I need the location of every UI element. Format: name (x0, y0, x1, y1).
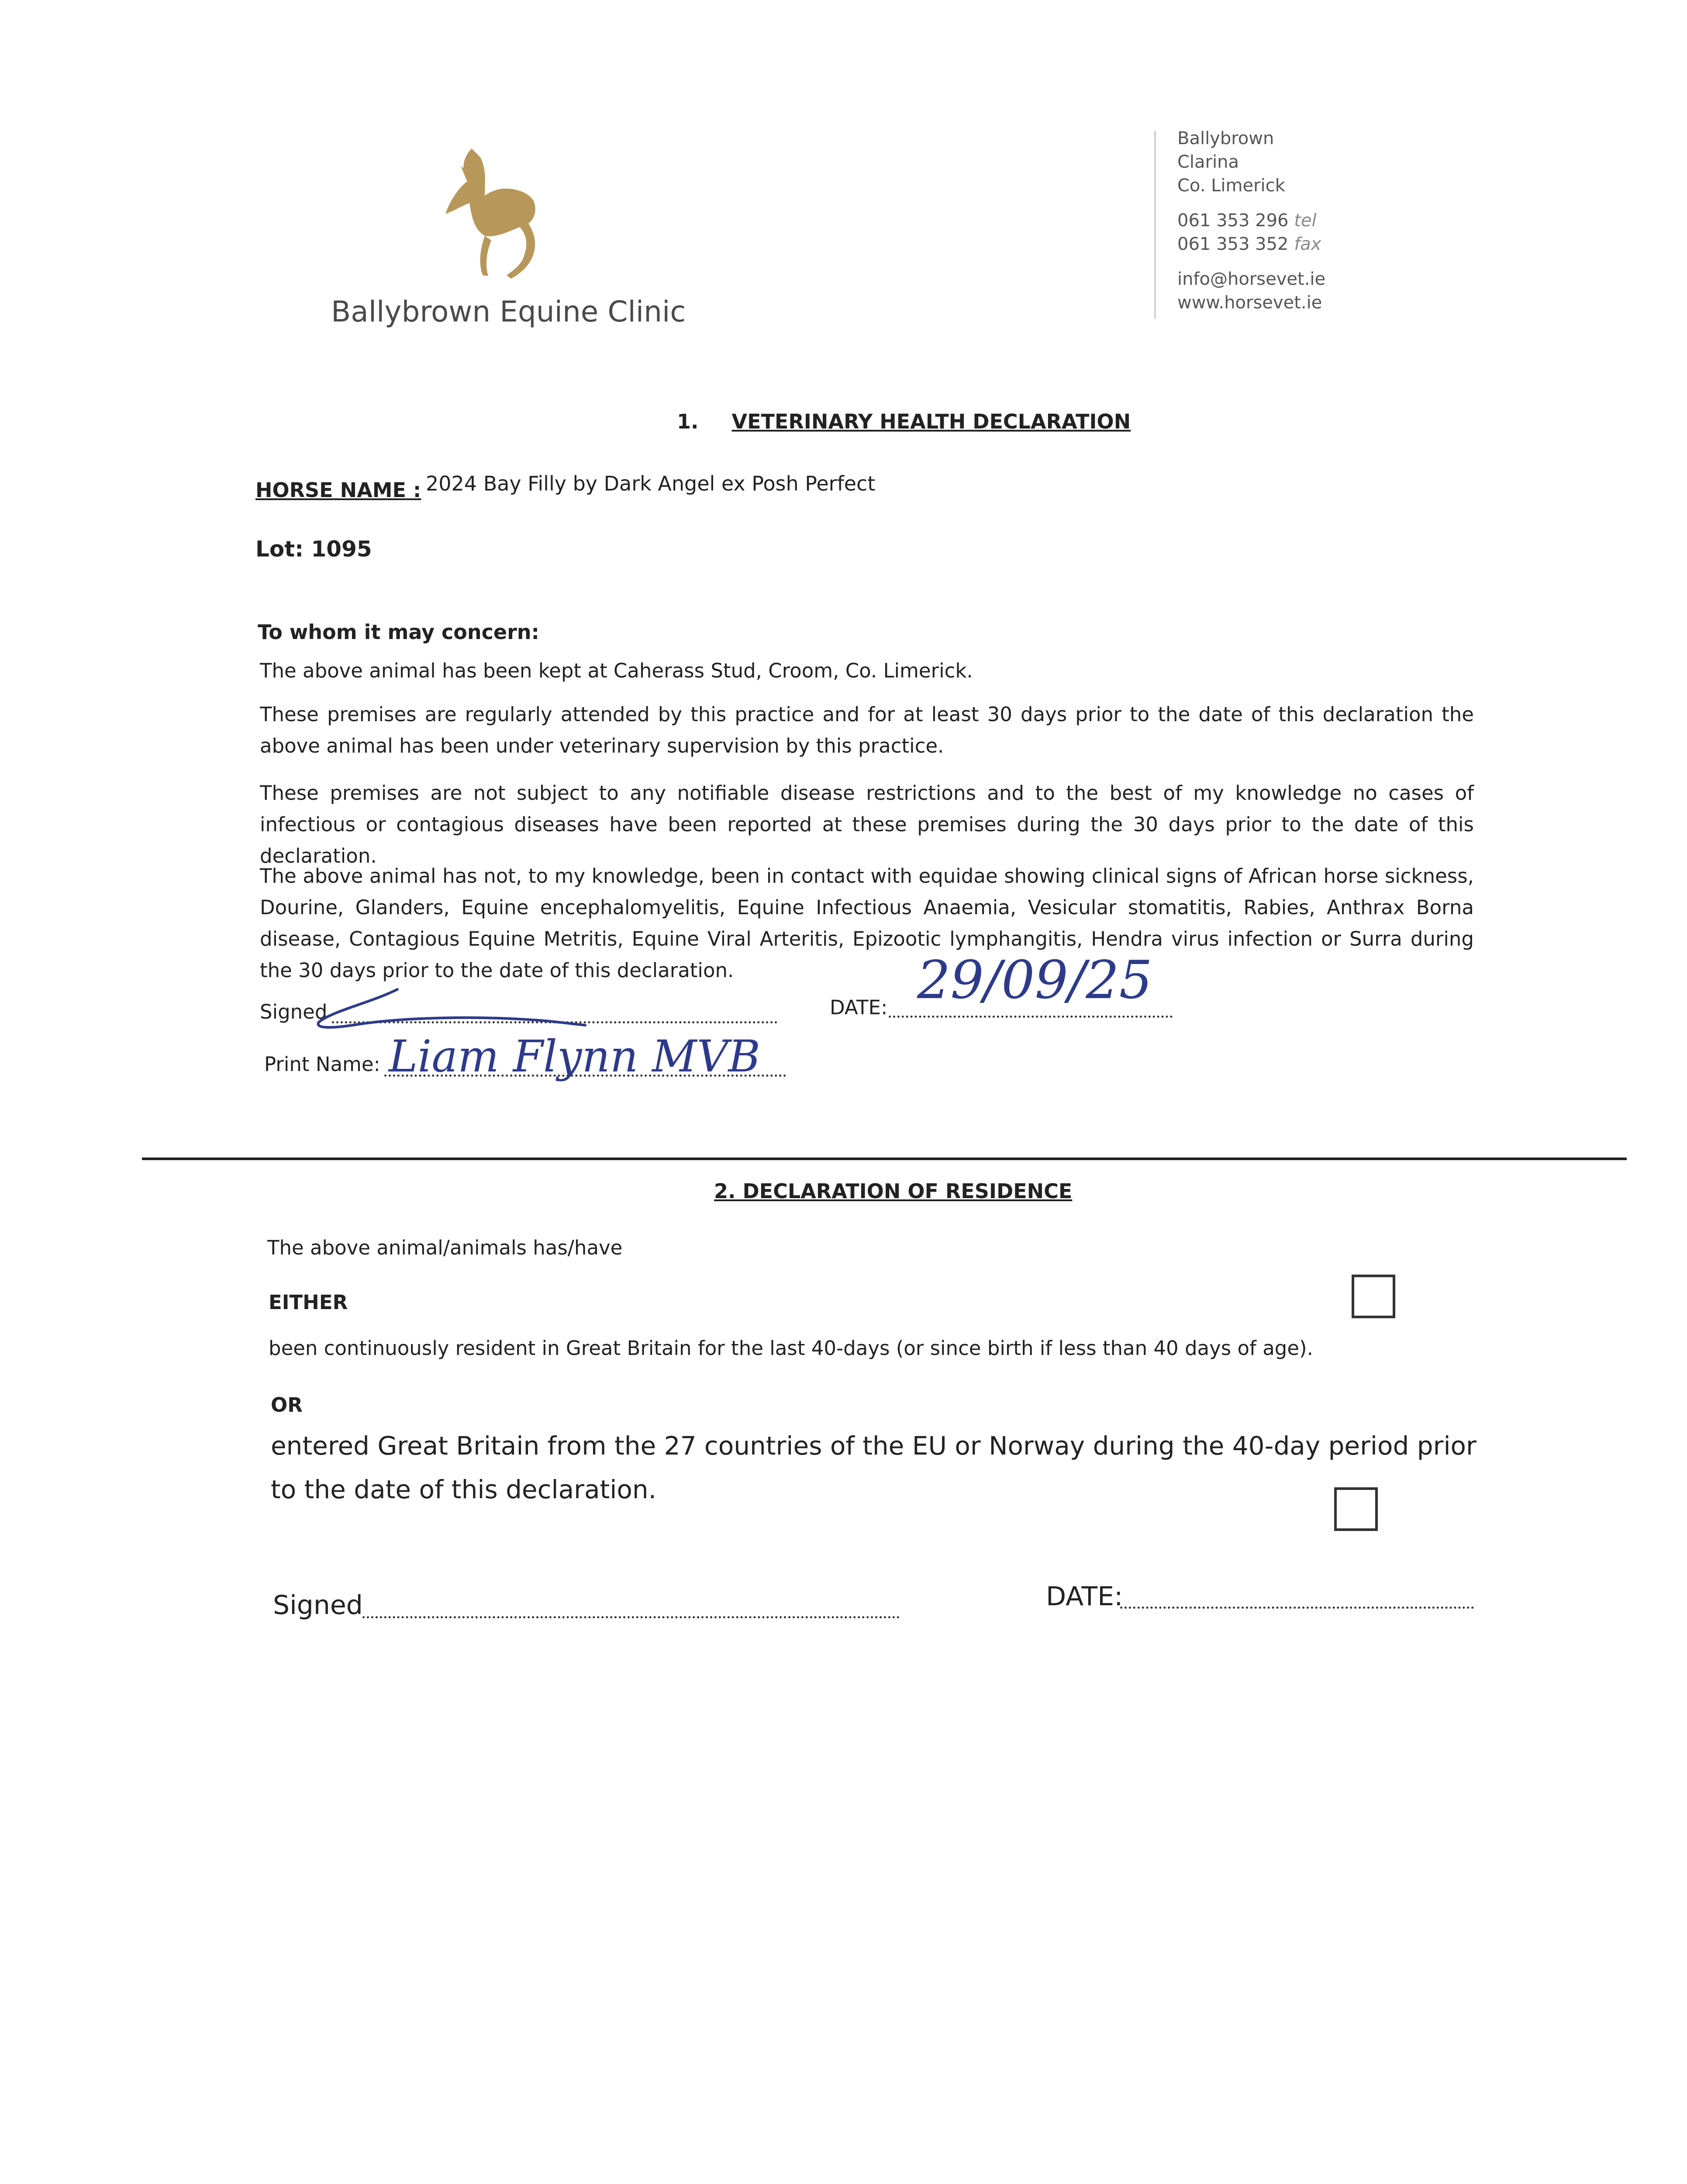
phone-suffix: tel (1294, 211, 1317, 231)
clinic-name: Ballybrown Equine Clinic (331, 295, 686, 328)
paragraph-contact: The above animal has not, to my knowledge, been in contact with equidae showing clinical signs of African horse sickness, Dourine, Glanders, Equine encephalomyelitis, Equine Infectious Anaemia, Vesicular stomatitis, Rabies, Anthrax Borna disease, Contagious Equine Metritis, Equine Viral Arteritis, Epizootic lymphangitis, Hendra virus infection or Surra during the 30 days prior to the date of this declaration. (260, 864, 1474, 982)
signature-scribble (306, 985, 611, 1035)
date-line[interactable] (889, 1016, 1173, 1018)
date-value-handwritten: 29/09/25 (917, 950, 1152, 1011)
signed-label: Signed (260, 1000, 328, 1023)
horse-logo-icon (419, 140, 550, 288)
section1-number: 1. (677, 410, 699, 433)
fax-line (1177, 232, 1321, 256)
paragraph-kept-at: The above animal has been kept at Caherass Stud, Croom, Co. Limerick. (260, 659, 973, 682)
paragraph-supervision: These premises are regularly attended by this practice and for at least 30 days prior to the date of this declaration the above animal has been under veterinary supervision by this practice. (260, 703, 1474, 757)
phone-line (1177, 209, 1317, 232)
section2-title: 2. DECLARATION OF RESIDENCE (714, 1179, 1073, 1203)
section1-title: VETERINARY HEALTH DECLARATION (731, 410, 1131, 433)
bottom-date-label: DATE: (1046, 1581, 1123, 1612)
residence-intro: The above animal/animals has/have (267, 1236, 623, 1259)
address-line-3: Co. Limerick (1177, 176, 1285, 196)
paragraph-restrictions: These premises are not subject to any notifiable disease restrictions and to the best of my knowledge no cases of infectious or contagious diseases have been reported at these premises during the 30 days prior to the date of this declaration. (260, 781, 1474, 867)
website[interactable]: www.horsevet.ie (1177, 293, 1322, 313)
address-line-1: Ballybrown (1177, 128, 1274, 149)
address-line-2: Clarina (1177, 152, 1239, 172)
option1-checkbox[interactable] (1352, 1275, 1395, 1318)
bottom-signature-line[interactable] (362, 1616, 900, 1618)
salutation: To whom it may concern: (258, 620, 539, 644)
print-name-label: Print Name: (264, 1053, 380, 1076)
fax-number: 061 353 352 (1177, 234, 1289, 254)
option2-checkbox[interactable] (1334, 1487, 1378, 1531)
section-divider (142, 1158, 1627, 1160)
option1-text: been continuously resident in Great Britain for the last 40-days (or since birth if less than 40 days of age). (269, 1337, 1313, 1360)
fax-suffix: fax (1294, 234, 1321, 254)
horse-name-value: 2024 Bay Filly by Dark Angel ex Posh Perfect (426, 472, 876, 495)
bottom-signed-label: Signed (273, 1590, 363, 1621)
address-divider (1154, 131, 1156, 319)
option2-text: entered Great Britain from the 27 countries of the EU or Norway during the 40-day period prior to the date of this declaration. (271, 1431, 1477, 1504)
or-label: OR (271, 1393, 303, 1417)
horse-name-label: HORSE NAME : (255, 478, 421, 502)
print-name-handwritten: Liam Flynn MVB (389, 1031, 761, 1082)
either-label: EITHER (269, 1291, 348, 1314)
lot-number: Lot: 1095 (255, 536, 372, 562)
phone-number: 061 353 296 (1177, 211, 1289, 231)
date-label: DATE: (830, 996, 888, 1019)
clinic-logo-horse (419, 140, 550, 288)
bottom-date-line[interactable] (1120, 1607, 1474, 1609)
section1-heading (677, 410, 1131, 433)
email[interactable]: info@horsevet.ie (1177, 269, 1326, 289)
